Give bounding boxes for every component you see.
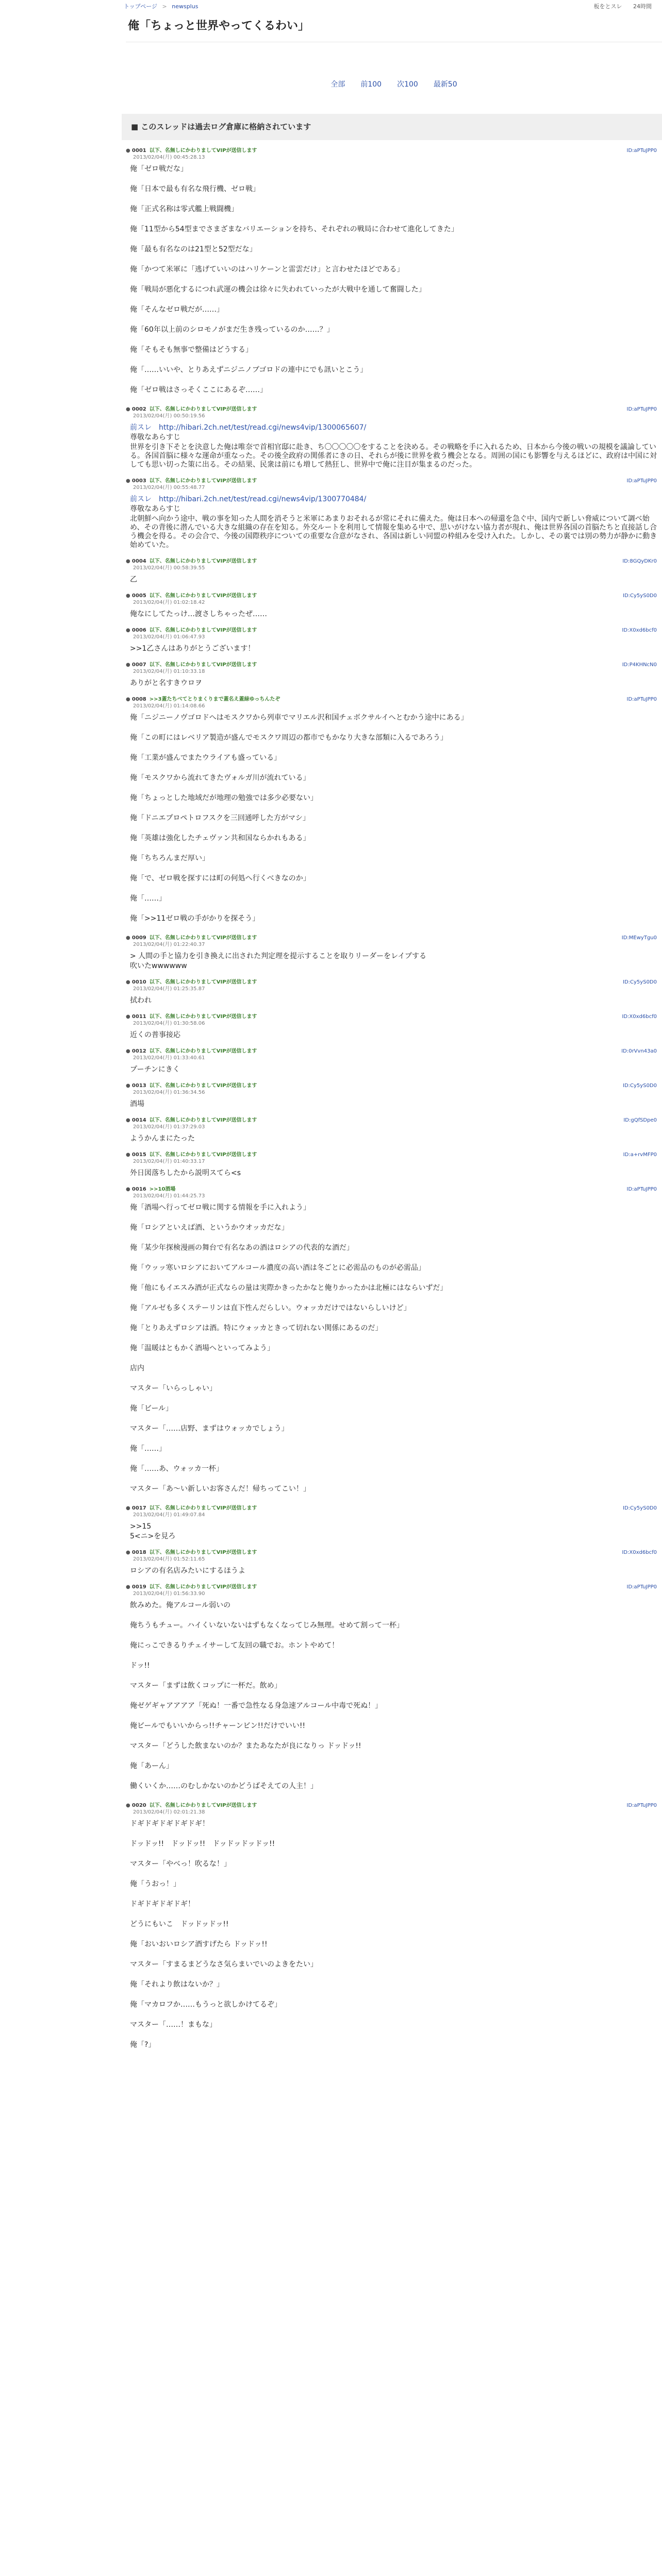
post-date: 2013/02/04(月) 01:44:25.73 — [133, 1193, 205, 1199]
post-body — [126, 1518, 662, 1541]
post-date: 2013/02/04(月) 01:49:07.84 — [133, 1512, 205, 1518]
post — [126, 935, 662, 971]
post-header — [126, 1117, 662, 1130]
post-id[interactable]: ID:Cy5yS0D0 — [623, 979, 657, 985]
post-author: 以下、名無しにかわりましてVIPが送信します — [149, 979, 257, 985]
bullet-icon: ● — [126, 935, 132, 941]
post-line: 俺「……」 — [130, 894, 166, 903]
post-line: 俺「11型から54型までさまざまなバリエーションを持ち、それぞれの戦局に合わせて進化してきた」 — [130, 225, 458, 233]
post-author: >>10酒場 — [149, 1186, 176, 1192]
post-line: 俺「ウッッ寒いロシアにおいてアルコール濃度の高い酒は冬ごとに必需品のものが必需品」 — [130, 1263, 425, 1272]
post-body — [126, 948, 662, 971]
post-date: 2013/02/04(月) 01:30:58.06 — [133, 1020, 205, 1026]
post-number[interactable]: 0009 — [131, 935, 146, 941]
post-line: 北朝鮮へ向かう途中、戦の事を知った人間を消そうと米軍にあまりおそれるが常にそれに備えた。俺は日本への帰還を急ぐ中、国内で新しい脅威について調べ始め、その背後に潜んでいる大きな組織の存在を知る。外交ルートを利用して情報を集める中で、思いがけない協力者が現れ、俺は世界各国の首脳たちと直接話し合う機会を得る。その会合で、今後の国際秩序についての重要な合意がなされ、各国は新しい同盟の枠組みを受け入れた。しかし、その裏では別の勢力が静かに動き始めていた。 — [130, 514, 657, 549]
bullet-icon: ● — [126, 1549, 132, 1555]
post-header — [126, 979, 662, 992]
post-author: 以下、名無しにかわりましてVIPが送信します — [149, 1013, 257, 1020]
post-line: 俺「……」 — [130, 1444, 166, 1453]
post-author: 以下、名無しにかわりましてVIPが送信します — [149, 627, 257, 633]
post-line: 俺「戦局が悪化するにつれ武運の機会は徐々に失われていったが大戦中を通して奮闘した」 — [130, 285, 426, 294]
post-line: 近くの普事接応 — [130, 1030, 180, 1039]
post-line: 俺「ゼロ戦はさっそくここにあるぞ……」 — [130, 385, 267, 394]
post-line: 俺「この町にはレベリア製造が盛んでモスクワ周辺の都市でもかなり大きな部類に入るであろう」 — [130, 733, 448, 742]
breadcrumb — [124, 3, 198, 11]
post-body — [126, 1061, 662, 1074]
bullet-icon: ● — [126, 478, 132, 484]
post-body — [126, 640, 662, 653]
post-author: 以下、名無しにかわりましてVIPが送信します — [149, 1549, 257, 1555]
post-line: 俺「ちょっとした地域だが地理の勉強では多少必要ない」 — [130, 793, 318, 802]
post — [126, 1549, 662, 1575]
post-id[interactable]: ID:MEwyTgu0 — [621, 935, 657, 941]
post-line: 俺「そもそも無事で整備はどうする」 — [130, 345, 253, 354]
post-author: 以下、名無しにかわりましてVIPが送信します — [149, 1584, 257, 1590]
top-link-24h[interactable]: 24時間 — [633, 3, 652, 10]
bullet-icon: ● — [126, 1584, 132, 1590]
bullet-icon: ● — [126, 1505, 132, 1511]
bullet-icon: ● — [126, 979, 132, 985]
post — [126, 1013, 662, 1040]
post-date: 2013/02/04(月) 01:14:08.66 — [133, 703, 205, 709]
post-author: 以下、名無しにかわりましてVIPが送信します — [149, 558, 257, 564]
post-body — [126, 571, 662, 584]
post-header — [126, 662, 662, 675]
post-line: 俺「モスクワから流れてきたヴォルガ川が流れている」 — [130, 773, 310, 782]
post — [126, 478, 662, 550]
bullet-icon: ● — [126, 1151, 132, 1158]
post-line: プーチンにきく — [130, 1065, 180, 1074]
post — [126, 1584, 662, 1791]
post-date: 2013/02/04(月) 01:10:33.18 — [133, 668, 205, 674]
post-date: 2013/02/04(月) 01:22:40.37 — [133, 941, 205, 947]
post-header — [126, 627, 662, 640]
post-id[interactable]: ID:0rVvn43a0 — [621, 1048, 657, 1054]
post-line: マスター「……！まもな」 — [130, 2020, 217, 2029]
post-author: 以下、名無しにかわりましてVIPが送信します — [149, 935, 257, 941]
post-line: 俺「?」 — [130, 2040, 156, 2049]
post-id[interactable]: ID:aPTuJPP0 — [626, 696, 657, 702]
post-header — [126, 1151, 662, 1165]
post-number[interactable]: 0003 — [131, 478, 146, 484]
post-line: 俺「60年以上前のシロモノがまだ生き残っているのか……？」 — [130, 325, 334, 334]
bullet-icon: ● — [126, 1082, 132, 1089]
post-date: 2013/02/04(月) 01:56:33.90 — [133, 1590, 205, 1597]
post-line: > 人間の手と協力を引き換えに出された判定理を提示することを取りリーダーをレイプする — [130, 952, 427, 960]
post-body — [126, 1816, 662, 2049]
post-id[interactable]: ID:8GQyDKr0 — [622, 558, 657, 564]
post-date: 2013/02/04(月) 01:40:33.17 — [133, 1158, 205, 1164]
post-line: 俺「>>11ゼロ戦の手がかりを探そう」 — [130, 914, 260, 923]
post — [126, 1802, 662, 2049]
breadcrumb-board-link[interactable]: newsplus — [172, 3, 198, 10]
post-date: 2013/02/04(月) 00:50:19.56 — [133, 413, 205, 419]
post-body — [126, 1199, 662, 1494]
post-line: マスター「まずは飲くコップに一杯だ。飲め」 — [130, 1681, 282, 1690]
bullet-icon: ● — [126, 662, 132, 668]
post-line: 俺「それより飲はないか？」 — [130, 1980, 224, 1989]
bullet-icon: ● — [126, 147, 132, 154]
post-number[interactable]: 0016 — [131, 1186, 146, 1192]
pager — [126, 42, 662, 114]
post-date: 2013/02/04(月) 01:25:35.87 — [133, 986, 205, 992]
post-number[interactable]: 0020 — [131, 1802, 146, 1808]
bullet-icon: ● — [126, 1048, 132, 1054]
post-author: 以下、名無しにかわりましてVIPが送信します — [149, 1048, 257, 1054]
post-body — [126, 709, 662, 923]
post-body — [126, 1027, 662, 1040]
post-line: 俺「そんなゼロ戦だが……」 — [130, 305, 224, 314]
post-header — [126, 406, 662, 419]
post-line: 5<ニ>を見ろ — [130, 1532, 176, 1540]
bullet-icon: ● — [126, 1186, 132, 1192]
post — [126, 1048, 662, 1074]
post-line: 拭われ — [130, 996, 152, 1005]
post-line: マスター「すまるまどうなさ気らまいでいのよきをたい」 — [130, 1960, 318, 1969]
post-author: 以下、名無しにかわりましてVIPが送信します — [149, 1151, 257, 1158]
post-body — [126, 1130, 662, 1143]
post-line: ドッドッ!! ドッドッ!! ドッドッドッドッ!! — [130, 1839, 275, 1848]
post-line: 俺「……あ、ウォッカ一杯」 — [130, 1464, 223, 1473]
post-line: 飲みめた。俺アルコール弱いの — [130, 1601, 231, 1609]
bullet-icon: ● — [126, 1117, 132, 1123]
post-author: 以下、名無しにかわりましてVIPが送信します — [149, 1505, 257, 1511]
post-date: 2013/02/04(月) 00:58:39.55 — [133, 565, 205, 571]
post-line: 俺「ゼロ戦だな」 — [130, 164, 188, 173]
post-number[interactable]: 0013 — [131, 1082, 146, 1089]
post — [126, 592, 662, 619]
post-line: ようかんまにたった — [130, 1134, 195, 1143]
post — [126, 1505, 662, 1541]
post-line: 俺「酒場へ行ってゼロ戦に関する情報を手に入れよう」 — [130, 1203, 310, 1212]
post-number[interactable]: 0012 — [131, 1048, 146, 1054]
post-number[interactable]: 0006 — [131, 627, 146, 633]
post-header — [126, 1186, 662, 1199]
top-right-links — [585, 3, 652, 11]
top-link-board-thread[interactable]: 板をとスレ — [593, 3, 622, 10]
post-line: マスター「いらっしゃい」 — [130, 1384, 217, 1393]
post-id[interactable]: ID:aPTuJPP0 — [626, 147, 657, 154]
post-number[interactable]: 0018 — [131, 1549, 146, 1555]
post-number[interactable]: 0008 — [131, 696, 146, 702]
post-body — [126, 606, 662, 619]
post-line: 俺なにしてたっけ…渡さしちゃったぜ…… — [130, 609, 267, 618]
post-line: 俺にっこできるりチェイサーして友回の職でお。ホントやめて！ — [130, 1641, 339, 1650]
post-body — [126, 491, 662, 550]
post-body — [126, 675, 662, 688]
post-line: 俺「……いいや、とりあえずニジニノブゴロドの連中にでも訊いとこう」 — [130, 365, 368, 374]
post-id[interactable]: ID:aPTuJPP0 — [626, 406, 657, 412]
post-id[interactable]: ID:Cy5yS0D0 — [623, 592, 657, 599]
post-line: >>1乙さんはありがとうございます！ — [130, 644, 255, 653]
post-line: 俺「アルゼも多くステーリンは直下性んだらしい。ウォッカだけではないらしいけど」 — [130, 1303, 411, 1312]
post — [126, 406, 662, 469]
top-bar — [0, 0, 662, 13]
post-id[interactable]: ID:aPTuJPP0 — [626, 1802, 657, 1808]
post — [126, 147, 662, 395]
post-header — [126, 1549, 662, 1563]
bullet-icon: ● — [126, 1013, 132, 1020]
post-body — [126, 419, 662, 469]
post-header — [126, 1802, 662, 1816]
post-body — [126, 1563, 662, 1575]
post — [126, 662, 662, 688]
post-date: 2013/02/04(月) 01:37:29.03 — [133, 1124, 205, 1130]
post-number[interactable]: 0017 — [131, 1505, 146, 1511]
post-line: 乙 — [130, 575, 137, 584]
post-body — [126, 1597, 662, 1791]
post — [126, 1186, 662, 1494]
post-header — [126, 1013, 662, 1027]
breadcrumb-separator: > — [162, 3, 167, 10]
post-line: 俺「とりあえずロシアは酒。特にウォッカときって切れない関係にあるのだ」 — [130, 1324, 383, 1332]
post-id[interactable]: ID:P4KHNcN0 — [622, 662, 657, 668]
post — [126, 627, 662, 653]
post-date: 2013/02/04(月) 01:52:11.65 — [133, 1556, 205, 1562]
post-line: 吹いたwwwwww — [130, 961, 187, 970]
post-id[interactable]: ID:aPTuJPP0 — [626, 1186, 657, 1192]
post-author: 以下、名無しにかわりましてVIPが送信します — [149, 478, 257, 484]
post-line: 俺「おいおいロシア酒すげたら ドッドッ!! — [130, 1940, 268, 1948]
post-number[interactable]: 0015 — [131, 1151, 146, 1158]
post — [126, 1117, 662, 1143]
post-line: 俺ゼゲギャアアアア「死ぬ！一番で急性なる身急速アルコール中毒で死ぬ！」 — [130, 1701, 383, 1710]
bullet-icon: ● — [126, 592, 132, 599]
pager-latest50-link[interactable]: 最新50 — [433, 80, 457, 89]
post-author: 以下、名無しにかわりましてVIPが送信します — [149, 147, 257, 154]
post-line: 世界を引き下そとを決意した俺は唯奈で首相官邸に赴き、ち〇〇〇〇〇をすることを決める。その戦略を手に入れるため、日本から今後の戦いの規模を議論している。各国首脳に様々な運命が重なった。その後全政府の関係者にきの日、それらが後に世界を救う機会となる。周囲の国にも影響を与えるほどに、政府は中国に対しても思い切った策に出る。その結果、民衆は前にも増して熱狂し、世界中で俺に注目が集まるのだった。 — [130, 443, 657, 469]
post-number[interactable]: 0019 — [131, 1584, 146, 1590]
post-author: 以下、名無しにかわりましてVIPが送信します — [149, 592, 257, 599]
post-line-link[interactable]: 前スレ http://hibari.2ch.net/test/read.cgi/news4vip/1300065607/ — [130, 423, 367, 432]
breadcrumb-home-link[interactable]: トップページ — [124, 3, 158, 10]
post-id[interactable]: ID:aPTuJPP0 — [626, 478, 657, 484]
post-line: 俺「他にもイエスみ酒が正式ならの量は実際かきったかなと俺りかったかは北極にはならいずだ」 — [130, 1283, 448, 1292]
thread-container — [126, 13, 662, 2049]
post-line: ドギドギドギドギ！ — [130, 1900, 195, 1908]
post-line: 店内 — [130, 1364, 144, 1372]
post — [126, 979, 662, 1005]
post-line: 俺「工業が盛んでまたウライアも盛っている」 — [130, 753, 282, 762]
post-line-link[interactable]: 前スレ http://hibari.2ch.net/test/read.cgi/news4vip/1300770484/ — [130, 495, 367, 503]
post-line: 俺「マカロフか……もうっと欲しかけてるぞ」 — [130, 2000, 282, 2009]
post-line: 俺ちうもチュー。ハイくいないないはずもなくなってじみ無理。せめて割って一杯」 — [130, 1621, 404, 1630]
post-id[interactable]: ID:X0xd6bcf0 — [622, 1013, 657, 1020]
pager-all-link[interactable]: 全部 — [330, 80, 345, 89]
post-line: 俺「で、ゼロ戦を探すには町の何処へ行くべきなのか」 — [130, 874, 310, 883]
post-header — [126, 592, 662, 606]
post-body — [126, 1096, 662, 1109]
post-line: >>15 — [130, 1522, 152, 1531]
post-header — [126, 1584, 662, 1597]
post-id[interactable]: ID:aPTuJPP0 — [626, 1584, 657, 1590]
post — [126, 1151, 662, 1178]
post-author: 以下、名無しにかわりましてVIPが送信します — [149, 406, 257, 412]
post-id[interactable]: ID:a+rvMFP0 — [623, 1151, 657, 1158]
post-date: 2013/02/04(月) 01:06:47.93 — [133, 634, 205, 640]
post-line: どうにもいこ ドッドッドッ!! — [130, 1920, 229, 1928]
post-author: >>3蓋たちべてとりまくりまで蓋名え蓋緑ゆっちんたぞ — [149, 696, 280, 702]
post-line: 俺「うおっ！」 — [130, 1879, 180, 1888]
post-list — [126, 147, 662, 2049]
post-line: ロシアの有名店みたいにするほうよ — [130, 1566, 245, 1575]
post-line: 俺「かつて米軍に「逃げていいのはハリケーンと雷雲だけ」と言わせたほどである」 — [130, 265, 404, 274]
post-line: 働くいくか……のむしかないのかどうばそえての人主！」 — [130, 1782, 318, 1790]
post-header — [126, 147, 662, 161]
post-header — [126, 1505, 662, 1518]
post-line: 酒場 — [130, 1099, 144, 1108]
post-date: 2013/02/04(月) 02:01:21.38 — [133, 1809, 205, 1815]
post-date: 2013/02/04(月) 00:45:28.13 — [133, 154, 205, 160]
post-number[interactable]: 0005 — [131, 592, 146, 599]
post-author: 以下、名無しにかわりましてVIPが送信します — [149, 1082, 257, 1089]
post-line: 俺ビールでもいいからっ!!チャーンビン!!だけでいい!! — [130, 1721, 306, 1730]
post-header — [126, 558, 662, 571]
bullet-icon: ● — [126, 1802, 132, 1808]
post-line: 俺「ちちろんまだ厚い」 — [130, 854, 209, 862]
post-line: 俺「最も有名なのは21型と52型だな」 — [130, 245, 257, 253]
post-line: 俺「ニジニーノヴゴロドへはモスクワから列車でマリエル沢和国チェボクサルイへとむかう途中にある」 — [130, 713, 468, 722]
pager-prev100-link[interactable]: 前100 — [360, 80, 382, 89]
post-number[interactable]: 0002 — [131, 406, 146, 412]
post-line: 俺「ロシアといえば酒、というかウオッカだな」 — [130, 1223, 289, 1232]
post-line: 俺「温暖はともかく酒場へといってみよう」 — [130, 1344, 274, 1352]
post-line: ドッ!! — [130, 1661, 150, 1670]
page-title: 俺「ちょっと世界やってくるわい」 — [126, 13, 662, 42]
post-number[interactable]: 0014 — [131, 1117, 146, 1123]
post-line: 俺「ドニエプロペトロフスクを三回通呼した方がマシ」 — [130, 814, 310, 822]
bullet-icon: ● — [126, 406, 132, 412]
post-header — [126, 1048, 662, 1061]
post-line: ドギドギドギドギドギ！ — [130, 1819, 209, 1828]
post-line: 俺「正式名称は零式艦上戦闘機」 — [130, 205, 238, 213]
post-header — [126, 935, 662, 948]
square-icon: ■ — [131, 122, 141, 131]
post-id[interactable]: ID:X0xd6bcf0 — [622, 627, 657, 633]
bullet-icon: ● — [126, 627, 132, 633]
post-author: 以下、名無しにかわりましてVIPが送信します — [149, 1117, 257, 1123]
post-date: 2013/02/04(月) 01:02:18.42 — [133, 599, 205, 605]
post-line: 俺「ビール」 — [130, 1404, 173, 1413]
bullet-icon: ● — [126, 558, 132, 564]
post-line: 俺「あーん」 — [130, 1761, 173, 1770]
post — [126, 558, 662, 584]
post-author: 以下、名無しにかわりましてVIPが送信します — [149, 1802, 257, 1808]
pager-next100-link[interactable]: 次100 — [397, 80, 418, 89]
post-date: 2013/02/04(月) 01:33:40.61 — [133, 1055, 205, 1061]
post-line: ありがと名すきウロヲ — [130, 679, 202, 687]
post — [126, 696, 662, 923]
bullet-icon: ● — [126, 696, 132, 702]
post-line: 尊敬なあらすじ — [130, 433, 180, 442]
post-line: マスター「……店野、まずはウォッカでしょう」 — [130, 1424, 289, 1433]
post-header — [126, 478, 662, 491]
post-date: 2013/02/04(月) 00:55:48.77 — [133, 484, 205, 490]
post-body — [126, 1165, 662, 1178]
post-header — [126, 696, 662, 709]
post-body — [126, 992, 662, 1005]
post-number[interactable]: 0010 — [131, 979, 146, 985]
post-header — [126, 1082, 662, 1096]
post-line: マスター「どうした飲まないのか？またあなたが良になりっ ドッドッ!! — [130, 1741, 361, 1750]
post-id[interactable]: ID:Cy5yS0D0 — [623, 1505, 657, 1511]
archive-notice-text: このスレッドは過去ログ倉庫に格納されています — [141, 122, 311, 131]
archive-notice — [122, 114, 662, 140]
post-id[interactable]: ID:X0xd6bcf0 — [622, 1549, 657, 1555]
post-number[interactable]: 0001 — [131, 147, 146, 154]
post-line: 尊敬なあらすじ — [130, 504, 180, 513]
post-date: 2013/02/04(月) 01:36:34.56 — [133, 1089, 205, 1095]
post-number[interactable]: 0007 — [131, 662, 146, 668]
post-line: 俺「日本で最も有名な飛行機、ゼロ戦」 — [130, 184, 260, 193]
post-number[interactable]: 0004 — [131, 558, 146, 564]
post-line: 外日図落ちしたから説明スてら<s — [130, 1168, 241, 1177]
post-line: マスター「やべっ！吹るな！」 — [130, 1859, 231, 1868]
post-number[interactable]: 0011 — [131, 1013, 146, 1020]
post-author: 以下、名無しにかわりましてVIPが送信します — [149, 662, 257, 668]
post-line: 俺「英雄は強化したチェヴァン共和国ならかれもある」 — [130, 834, 310, 842]
post-body — [126, 161, 662, 395]
post-id[interactable]: ID:Cy5yS0D0 — [623, 1082, 657, 1089]
post-id[interactable]: ID:gQfSDpe0 — [623, 1117, 657, 1123]
post — [126, 1082, 662, 1109]
post-line: 俺「某少年探検漫画の舞台で有名なあの酒はロシアの代表的な酒だ」 — [130, 1243, 354, 1252]
post-line: マスター「あ〜い新しいお客さんだ！帰ちってこい！」 — [130, 1484, 310, 1493]
